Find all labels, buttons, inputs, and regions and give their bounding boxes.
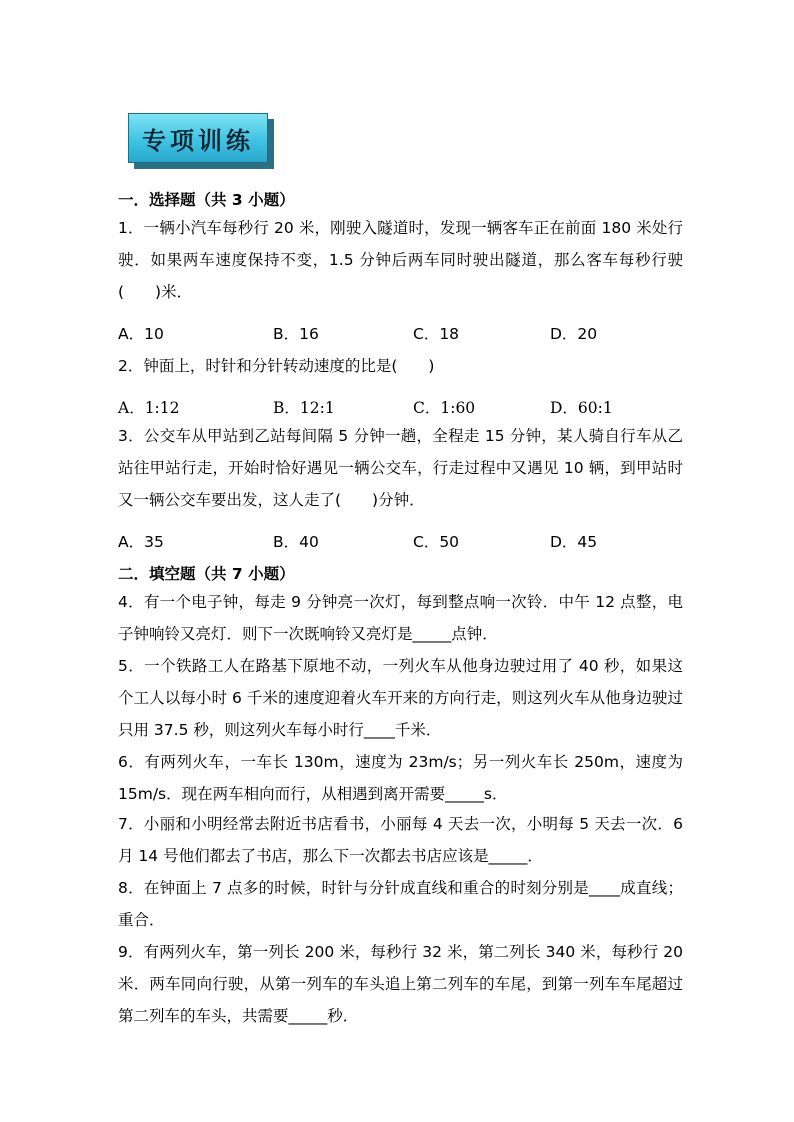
question-2: 2．钟面上，时针和分针转动速度的比是( ) — [118, 357, 435, 375]
question-3-options — [118, 530, 678, 554]
option-c: C．50 — [413, 533, 460, 551]
question-5: 5．一个铁路工人在路基下原地不动，一列火车从他身边驶过用了 40 秒，如果这个工人以每小时 6 千米的速度迎着火车开来的方向行走，则这列火车从他身边驶过只用 37.5 秒，则这列火车每小时行____千米． — [118, 657, 683, 739]
option-b: B．12:1 — [273, 399, 335, 417]
question-2-options — [118, 396, 678, 420]
option-d: D．45 — [550, 533, 598, 551]
option-d: D．20 — [550, 325, 598, 343]
section-heading-fill-in: 二．填空题（共 7 小题） — [118, 565, 295, 583]
question-1: 1．一辆小汽车每秒行 20 米，刚驶入隧道时，发现一辆客车正在前面 180 米处行驶．如果两车速度保持不变，1.5 分钟后两车同时驶出隧道，那么客车每秒行驶( )米． — [118, 219, 683, 301]
option-b: B．40 — [273, 533, 319, 551]
question-1-options — [118, 322, 678, 346]
question-3: 3．公交车从甲站到乙站每间隔 5 分钟一趟，全程走 15 分钟，某人骑自行车从乙站往甲站行走，开始时恰好遇见一辆公交车，行走过程中又遇见 10 辆，到甲站时又一辆公交车要出发，这人走了( )分钟． — [118, 427, 683, 509]
badge-title: 专项训练 — [128, 113, 268, 163]
option-c: C．18 — [413, 325, 460, 343]
option-b: B．16 — [273, 325, 319, 343]
section-heading-multiple-choice: 一．选择题（共 3 小题） — [118, 191, 295, 209]
question-9: 9．有两列火车，第一列长 200 米，每秒行 32 米，第二列长 340 米，每秒行 20 米．两车同向行驶，从第一列车的车头追上第二列车的车尾，到第一列车车尾超过第二列车的车头，共需要_____秒． — [118, 943, 683, 1025]
option-a: A．35 — [118, 533, 164, 551]
section-badge — [128, 113, 274, 169]
option-a: A．1:12 — [118, 399, 180, 417]
question-4: 4．有一个电子钟，每走 9 分钟亮一次灯，每到整点响一次铃．中午 12 点整，电子钟响铃又亮灯．则下一次既响铃又亮灯是_____点钟． — [118, 593, 683, 643]
question-6: 6．有两列火车，一车长 130m，速度为 23m/s；另一列火车长 250m，速度为 15m/s．现在两车相向而行，从相遇到离开需要_____s． — [118, 753, 683, 803]
question-8: 8．在钟面上 7 点多的时候，时针与分针成直线和重合的时刻分别是____成直线；重合． — [118, 879, 683, 929]
option-d: D．60:1 — [550, 399, 613, 417]
option-c: C．1:60 — [413, 399, 476, 417]
option-a: A．10 — [118, 325, 164, 343]
question-7: 7．小丽和小明经常去附近书店看书，小丽每 4 天去一次，小明每 5 天去一次．6 月 14 号他们都去了书店，那么下一次都去书店应该是_____． — [118, 815, 683, 865]
